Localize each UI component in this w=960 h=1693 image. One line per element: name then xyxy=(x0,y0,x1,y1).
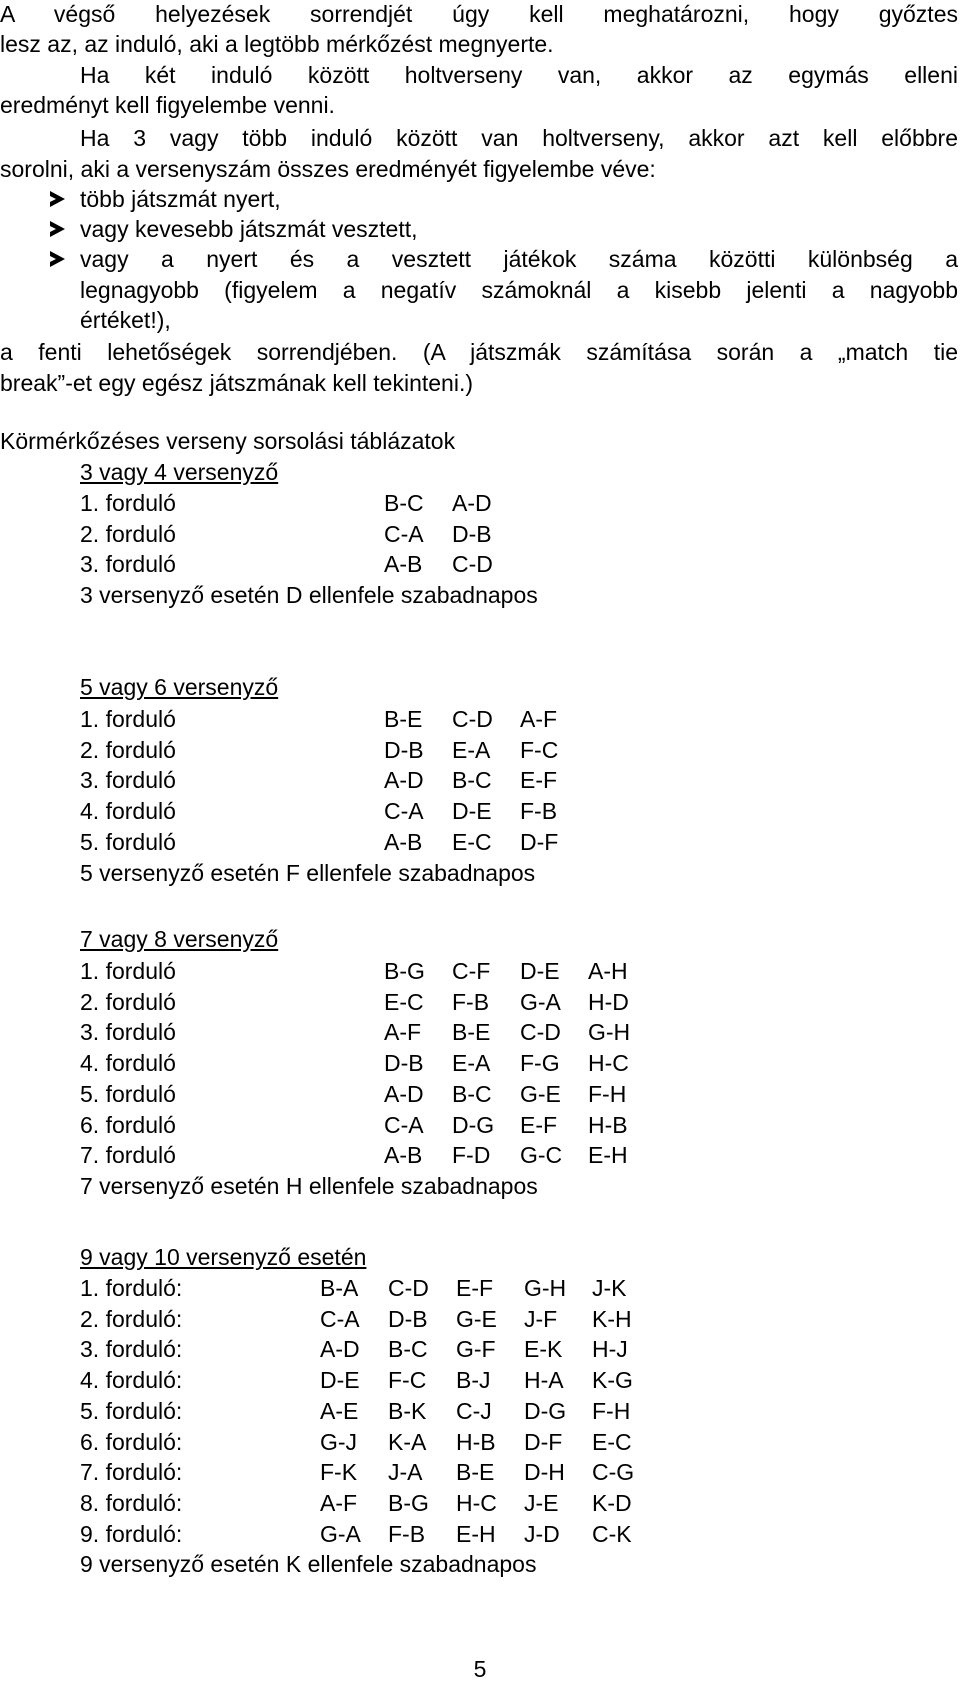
table-note: 3 versenyző esetén D ellenfele szabadnapos xyxy=(80,582,538,609)
round-label: 5. forduló xyxy=(80,1080,176,1107)
round-label: 6. forduló xyxy=(80,1111,176,1138)
table-note: 9 versenyző esetén K ellenfele szabadnapos xyxy=(80,1551,537,1578)
round-label: 2. forduló xyxy=(80,988,176,1015)
paragraph-line: a fenti lehetőségek sorrendjében. (A játszmák számítása során a „match tie xyxy=(0,339,958,365)
match-pair: H-J xyxy=(592,1336,628,1363)
round-label: 1. forduló xyxy=(80,958,176,984)
round-label: 3. forduló xyxy=(80,767,176,794)
round-label: 6. forduló: xyxy=(80,1428,183,1455)
match-pair: C-F xyxy=(452,958,491,984)
match-pair: J-F xyxy=(524,1305,558,1332)
paragraph-line: sorolni, aki a versenyszám összes eredményét figyelembe véve: xyxy=(0,156,656,182)
round-label: 3. forduló xyxy=(80,1019,176,1046)
match-pair: A-B xyxy=(384,551,423,578)
arrow-bullet-icon xyxy=(50,191,65,207)
round-label: 4. forduló xyxy=(80,1050,176,1077)
match-pair: H-D xyxy=(588,988,629,1015)
match-pair: D-E xyxy=(320,1367,360,1394)
match-pair: J-E xyxy=(524,1489,559,1516)
match-pair: D-B xyxy=(384,736,424,763)
match-pair: D-G xyxy=(524,1397,567,1424)
match-pair: D-B xyxy=(388,1305,428,1332)
match-pair: F-H xyxy=(588,1080,627,1107)
match-pair: D-B xyxy=(384,1050,424,1077)
match-pair: J-A xyxy=(388,1459,423,1486)
match-pair: J-K xyxy=(592,1275,627,1301)
match-pair: B-C xyxy=(384,490,424,516)
table-note: 5 versenyző esetén F ellenfele szabadnapos xyxy=(80,859,536,886)
match-pair: D-B xyxy=(452,520,492,547)
round-label: 1. forduló: xyxy=(80,1275,183,1301)
match-pair: B-C xyxy=(452,767,492,794)
match-pair: K-G xyxy=(592,1367,633,1394)
match-pair: A-F xyxy=(520,706,558,732)
match-pair: C-D xyxy=(452,551,493,578)
match-pair: F-K xyxy=(320,1459,358,1486)
paragraph-line: A végső helyezések sorrendjét úgy kell meghatározni, hogy győztes xyxy=(0,1,958,27)
match-pair: G-F xyxy=(456,1336,496,1363)
paragraph-line: break”-et egy egész játszmának kell tekinteni.) xyxy=(0,370,473,396)
round-label: 9. forduló: xyxy=(80,1520,183,1547)
table-heading: 9 vagy 10 versenyző esetén xyxy=(80,1244,367,1270)
table-heading: 7 vagy 8 versenyző xyxy=(80,926,279,952)
match-pair: B-E xyxy=(384,706,423,732)
match-pair: J-D xyxy=(524,1520,560,1547)
match-pair: A-D xyxy=(384,1080,424,1107)
match-pair: B-E xyxy=(452,1019,491,1046)
match-pair: C-D xyxy=(520,1019,561,1046)
round-label: 4. forduló: xyxy=(80,1367,183,1394)
match-pair: E-C xyxy=(452,828,492,855)
match-pair: F-B xyxy=(520,798,558,825)
match-pair: B-G xyxy=(388,1489,429,1516)
match-pair: C-J xyxy=(456,1397,492,1424)
match-pair: G-H xyxy=(524,1275,567,1301)
match-pair: B-C xyxy=(388,1336,428,1363)
section-title: Körmérkőzéses verseny sorsolási táblázatok xyxy=(0,428,456,454)
match-pair: G-E xyxy=(456,1305,497,1332)
match-pair: A-D xyxy=(384,767,424,794)
match-pair: E-F xyxy=(520,767,558,794)
round-label: 8. forduló: xyxy=(80,1489,183,1516)
page-number: 5 xyxy=(473,1656,487,1682)
round-label: 7. forduló: xyxy=(80,1459,183,1486)
match-pair: C-D xyxy=(388,1275,429,1301)
match-pair: E-C xyxy=(592,1428,632,1455)
match-pair: D-H xyxy=(524,1459,565,1486)
match-pair: F-C xyxy=(388,1367,427,1394)
match-pair: E-H xyxy=(456,1520,496,1547)
bullet-item-continued: legnagyobb (figyelem a negatív számoknál a kisebb jelenti a nagyobb xyxy=(80,277,958,303)
round-label: 7. forduló xyxy=(80,1142,176,1169)
match-pair: B-K xyxy=(388,1397,427,1424)
bullet-item: több játszmát nyert, xyxy=(80,186,281,212)
round-label: 2. forduló: xyxy=(80,1305,183,1332)
bullet-item: vagy a nyert és a vesztett játékok száma közötti különbség a xyxy=(80,246,958,272)
round-label: 3. forduló xyxy=(80,551,176,578)
match-pair: D-F xyxy=(524,1428,563,1455)
match-pair: E-A xyxy=(452,1050,491,1077)
match-pair: K-D xyxy=(592,1489,632,1516)
match-pair: F-G xyxy=(520,1050,560,1077)
match-pair: H-A xyxy=(524,1367,564,1394)
match-pair: D-G xyxy=(452,1111,495,1138)
round-label: 5. forduló xyxy=(80,828,176,855)
match-pair: A-D xyxy=(452,490,492,516)
match-pair: E-K xyxy=(524,1336,563,1363)
bullet-item-continued: értéket!), xyxy=(80,307,171,333)
match-pair: A-D xyxy=(320,1336,360,1363)
table-heading: 3 vagy 4 versenyző xyxy=(80,459,279,485)
match-pair: G-H xyxy=(588,1019,631,1046)
match-pair: E-F xyxy=(520,1111,558,1138)
bullet-item: vagy kevesebb játszmát vesztett, xyxy=(80,216,418,242)
match-pair: A-E xyxy=(320,1397,359,1424)
match-pair: B-J xyxy=(456,1367,491,1394)
round-label: 5. forduló: xyxy=(80,1397,183,1424)
match-pair: G-C xyxy=(520,1142,563,1169)
match-pair: E-C xyxy=(384,988,424,1015)
match-pair: F-B xyxy=(452,988,490,1015)
match-pair: C-A xyxy=(320,1305,360,1332)
round-label: 2. forduló xyxy=(80,520,176,547)
match-pair: E-F xyxy=(456,1275,494,1301)
match-pair: B-C xyxy=(452,1080,492,1107)
match-pair: A-F xyxy=(384,1019,422,1046)
match-pair: B-A xyxy=(320,1275,359,1301)
match-pair: E-A xyxy=(452,736,491,763)
round-label: 3. forduló: xyxy=(80,1336,183,1363)
match-pair: E-H xyxy=(588,1142,628,1169)
match-pair: B-E xyxy=(456,1459,495,1486)
match-pair: C-A xyxy=(384,520,424,547)
match-pair: A-F xyxy=(320,1489,358,1516)
match-pair: H-C xyxy=(456,1489,497,1516)
round-label: 2. forduló xyxy=(80,736,176,763)
paragraph-line: eredményt kell figyelembe venni. xyxy=(0,92,335,118)
match-pair: F-H xyxy=(592,1397,631,1424)
match-pair: C-A xyxy=(384,798,424,825)
match-pair: A-B xyxy=(384,1142,423,1169)
match-pair: A-H xyxy=(588,958,628,984)
match-pair: F-D xyxy=(452,1142,491,1169)
round-label: 1. forduló xyxy=(80,706,176,732)
match-pair: G-E xyxy=(520,1080,561,1107)
round-label: 4. forduló xyxy=(80,798,176,825)
paragraph-line: lesz az, az induló, aki a legtöbb mérkőzést megnyerte. xyxy=(0,31,554,57)
match-pair: D-E xyxy=(452,798,492,825)
match-pair: H-C xyxy=(588,1050,629,1077)
match-pair: H-B xyxy=(588,1111,628,1138)
table-note: 7 versenyző esetén H ellenfele szabadnapos xyxy=(80,1172,538,1199)
match-pair: G-A xyxy=(520,988,561,1015)
match-pair: D-E xyxy=(520,958,560,984)
match-pair: G-A xyxy=(320,1520,361,1547)
match-pair: A-B xyxy=(384,828,423,855)
match-pair: C-G xyxy=(592,1459,635,1486)
match-pair: K-A xyxy=(388,1428,427,1455)
match-pair: G-J xyxy=(320,1428,358,1455)
match-pair: C-D xyxy=(452,706,493,732)
arrow-bullet-icon xyxy=(50,221,65,237)
round-label: 1. forduló xyxy=(80,490,176,516)
match-pair: B-G xyxy=(384,958,425,984)
table-heading: 5 vagy 6 versenyző xyxy=(80,674,279,700)
match-pair: C-A xyxy=(384,1111,424,1138)
arrow-bullet-icon xyxy=(50,251,65,267)
match-pair: K-H xyxy=(592,1305,632,1332)
match-pair: F-B xyxy=(388,1520,426,1547)
paragraph-line: Ha 3 vagy több induló között van holtverseny, akkor azt kell előbbre xyxy=(80,125,958,151)
match-pair: C-K xyxy=(592,1520,632,1547)
match-pair: F-C xyxy=(520,736,559,763)
paragraph-line: Ha két induló között holtverseny van, akkor az egymás elleni xyxy=(80,62,958,88)
match-pair: D-F xyxy=(520,828,559,855)
match-pair: H-B xyxy=(456,1428,496,1455)
